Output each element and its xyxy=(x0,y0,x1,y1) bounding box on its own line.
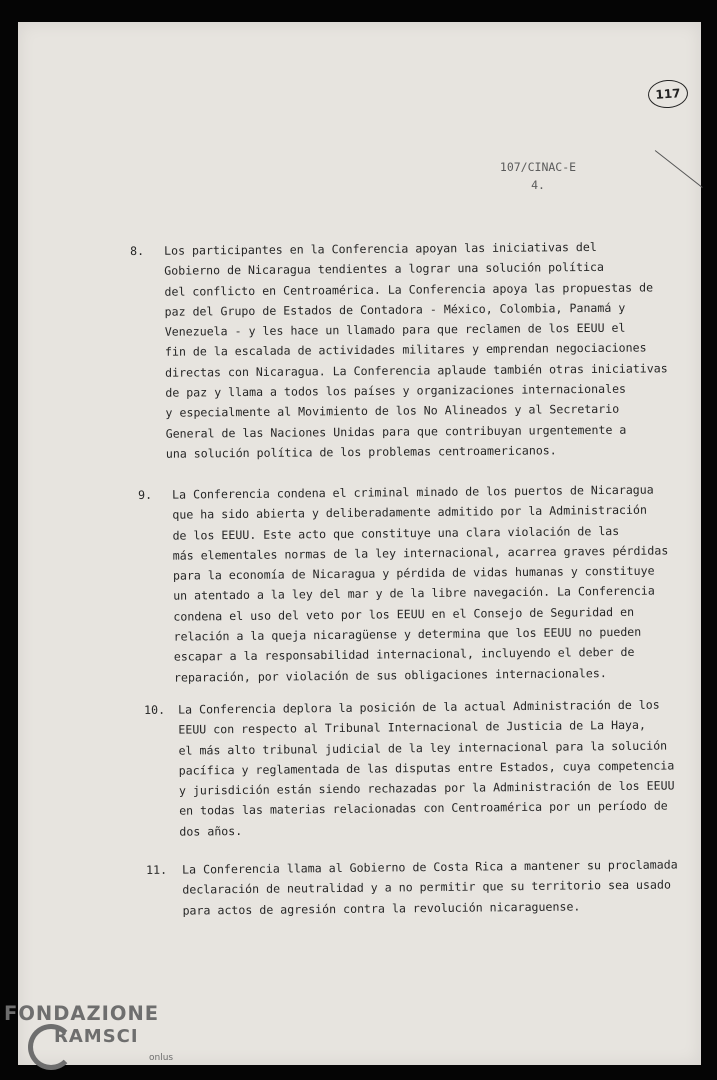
archive-stamp xyxy=(647,79,689,110)
logo-text-line1: FONDAZIONE xyxy=(4,1002,160,1025)
text-line: para la economía de Nicaragua y pérdida de vidas humanas y constituye xyxy=(172,563,655,583)
paragraph-text xyxy=(178,694,679,841)
text-line: Los participantes en la Conferencia apoyan las iniciativas del xyxy=(164,239,597,258)
text-line: EEUU con respecto al Tribunal Internacional de Justicia de La Haya, xyxy=(178,718,647,737)
page-number: 4. xyxy=(531,178,545,192)
text-line: más elementales normas de la ley internacional, acarrea graves pérdidas xyxy=(172,543,669,563)
pen-mark xyxy=(655,150,703,188)
document-header xyxy=(498,158,578,194)
text-line: pacífica y reglamentada de las disputas entre Estados, cuya competencia xyxy=(178,758,675,778)
text-line: declaración de neutralidad y a no permitir que su territorio sea usado xyxy=(182,877,671,897)
paragraph-text xyxy=(164,236,666,464)
text-line: escapar a la responsabilidad internacional, incluyendo el deber de xyxy=(173,645,635,665)
text-line: directas con Nicaragua. La Conferencia aplaude también otras iniciativas xyxy=(165,361,668,380)
stamp-number: 117 xyxy=(655,86,681,102)
paragraph-number: 8. xyxy=(130,243,145,258)
text-line: para actos de agresión contra la revolución nicaraguense. xyxy=(182,899,581,918)
logo-text-line2: RAMSCI xyxy=(54,1026,139,1047)
text-line: reparación, por violación de sus obligaciones internacionales. xyxy=(173,665,607,685)
text-line: que ha sido abierta y deliberadamente admitido por la Administración xyxy=(172,502,648,522)
text-line: La Conferencia llama al Gobierno de Costa Rica a mantener su proclamada xyxy=(182,857,678,877)
paragraph-number: 10. xyxy=(144,702,166,717)
text-line: una solución política de los problemas centroamericanos. xyxy=(165,443,557,461)
text-line: dos años. xyxy=(179,823,243,839)
text-line: de paz y llama a todos los países y organizaciones internacionales xyxy=(165,381,627,400)
paragraph-number: 11. xyxy=(146,862,168,877)
text-line: en todas las materias relacionadas con Centroamérica por un período de xyxy=(179,799,668,819)
text-line: y jurisdición están siendo rechazadas por la Administración de los EEUU xyxy=(178,778,675,798)
text-line: condena el uso del veto por los EEUU en el Consejo de Seguridad en xyxy=(173,604,635,624)
text-line: relación a la queja nicaragüense y determina que los EEUU no pueden xyxy=(173,624,642,644)
text-line: La Conferencia deplora la posición de la actual Administración de los xyxy=(178,697,660,717)
text-line: Venezuela - y les hace un llamado para que reclamen de los EEUU el xyxy=(164,320,626,339)
text-line: y especialmente al Movimiento de los No Alineados y al Secretario xyxy=(165,402,620,421)
logo-suffix: onlus xyxy=(149,1053,174,1063)
text-line: de los EEUU. Este acto que constituye una clara violación de las xyxy=(172,523,620,543)
paragraph-text xyxy=(182,854,683,920)
text-line: Gobierno de Nicaragua tendientes a lograr una solución política xyxy=(164,260,605,278)
text-line: fin de la escalada de actividades militares y emprendan negociaciones xyxy=(164,340,647,360)
paragraph-text xyxy=(172,479,674,687)
text-line: un atentado a la ley del mar y de la libre navegación. La Conferencia xyxy=(173,584,655,604)
text-line: La Conferencia condena el criminal minado de los puertos de Nicaragua xyxy=(172,482,654,502)
text-line: el más alto tribunal judicial de la ley internacional para la solución xyxy=(178,738,668,758)
fondazione-gramsci-logo xyxy=(4,1002,204,1080)
text-line: paz del Grupo de Estados de Contadora - México, Colombia, Panamá y xyxy=(164,300,626,319)
reference-code: 107/CINAC-E xyxy=(499,160,577,174)
text-line: General de las Naciones Unidas para que contribuyan urgentemente a xyxy=(165,422,627,441)
paragraph-number: 9. xyxy=(138,487,153,502)
text-line: del conflicto en Centroamérica. La Conferencia apoya las propuestas de xyxy=(164,280,654,299)
